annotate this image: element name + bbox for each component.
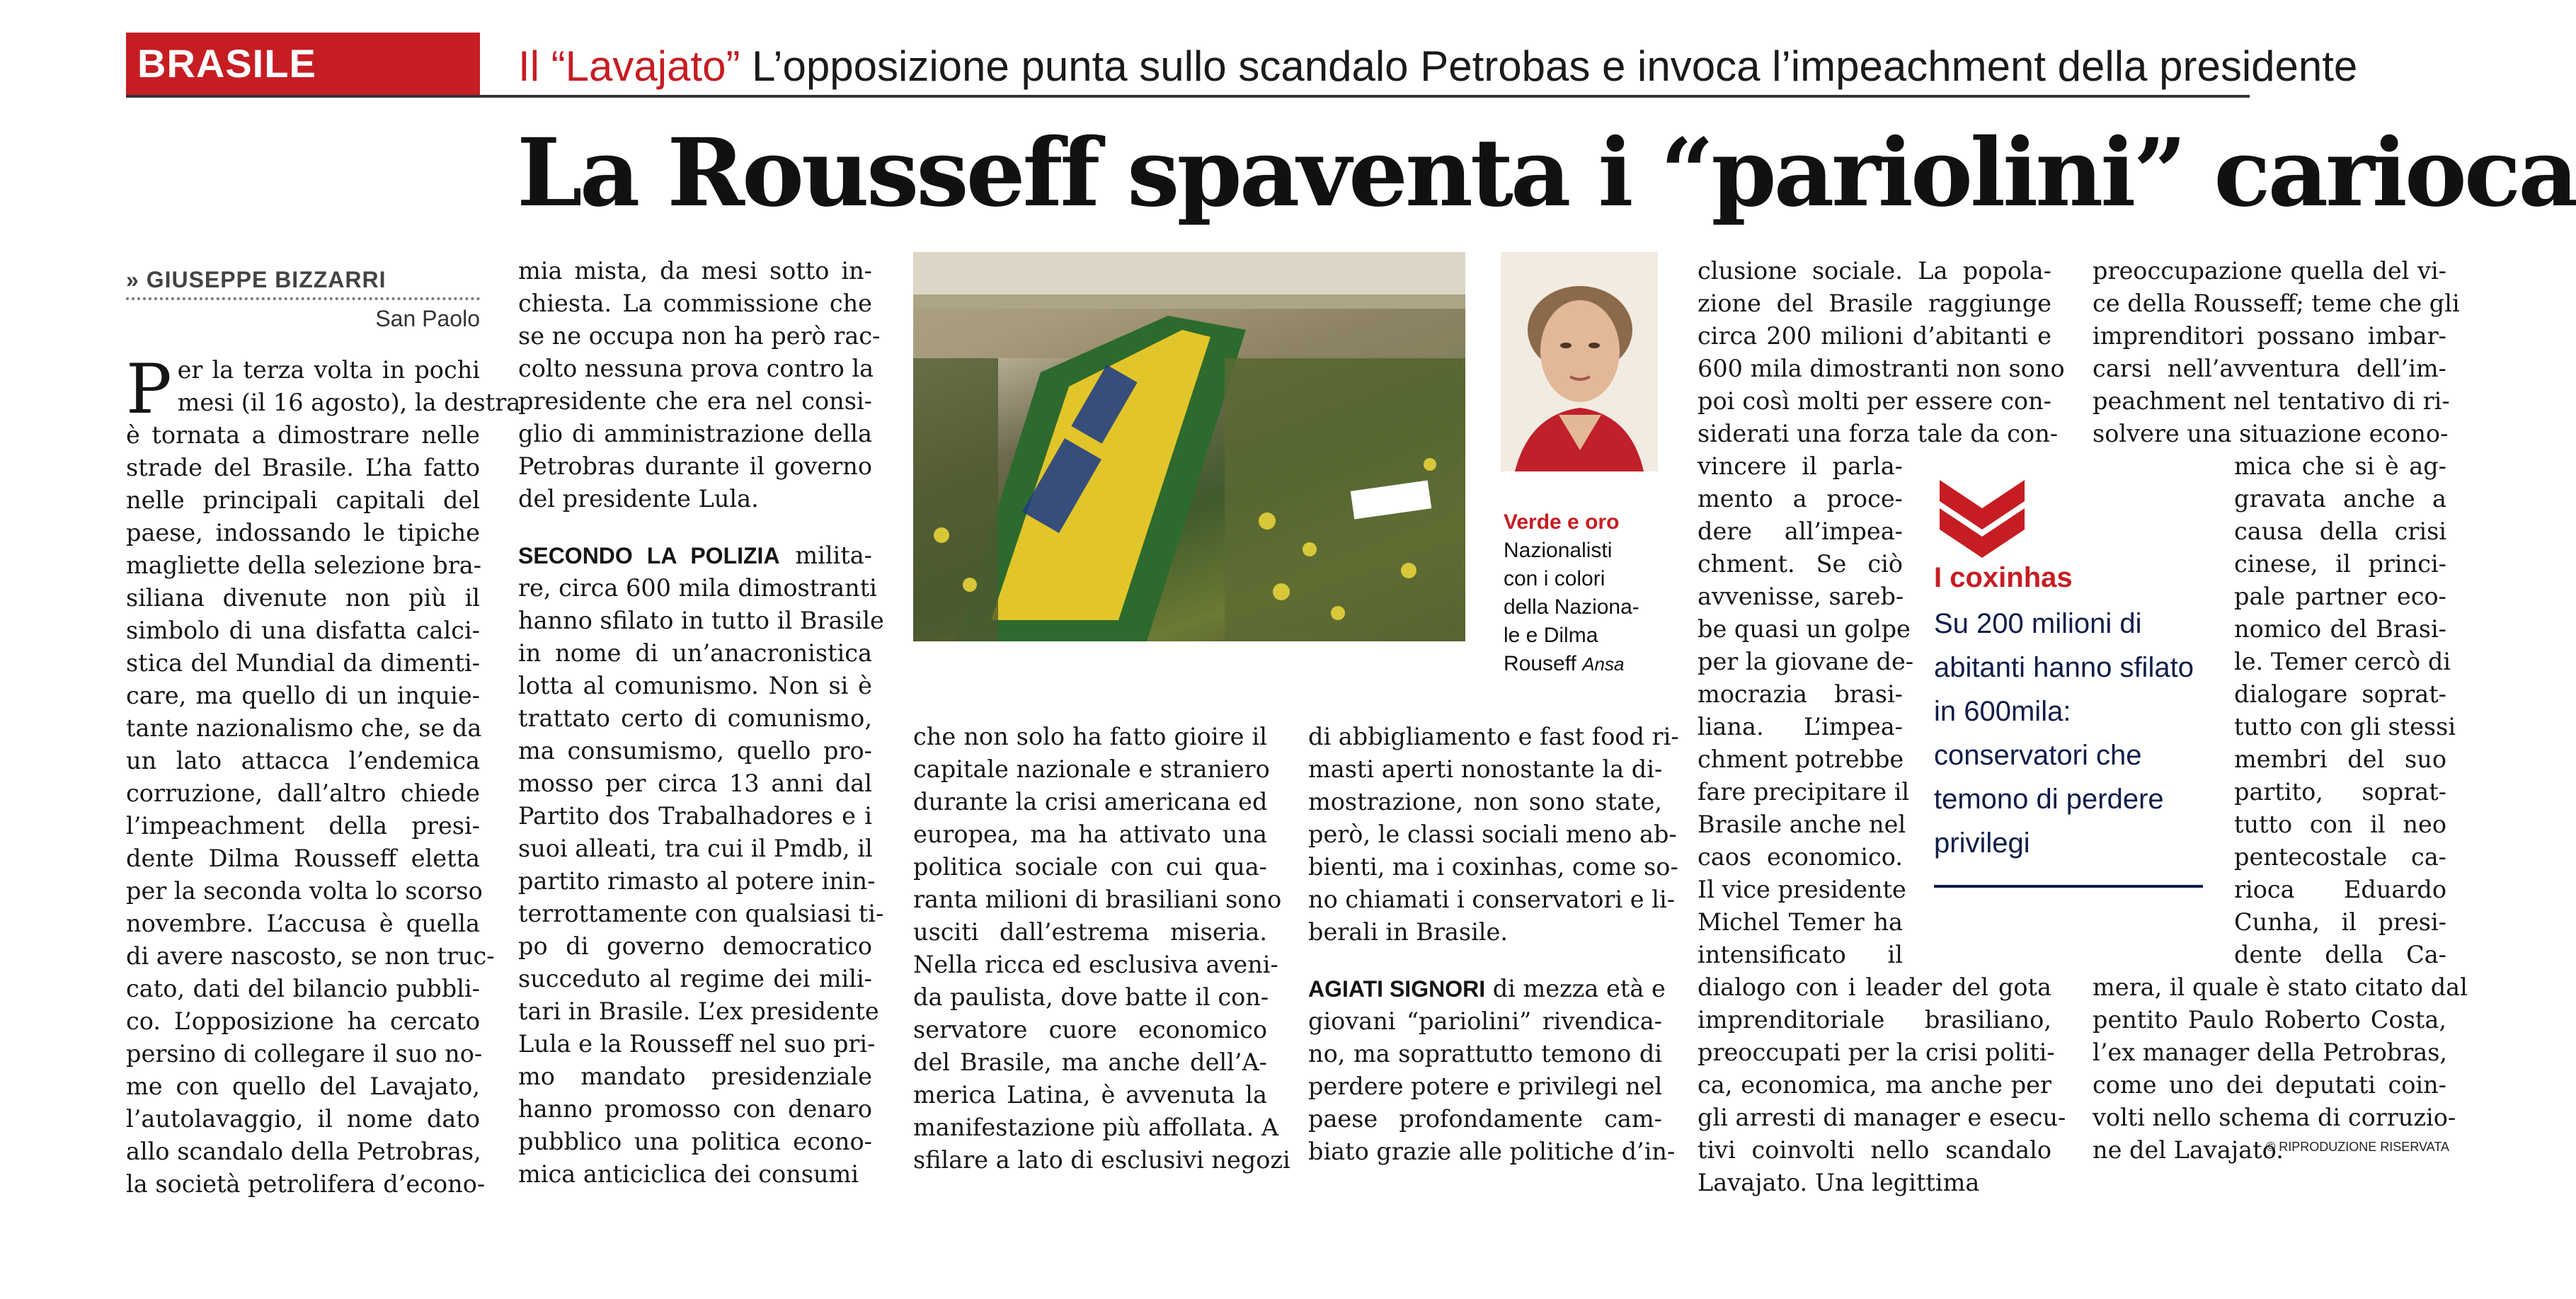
header-rule	[126, 95, 2250, 98]
col2-lead-cont: milita-	[779, 542, 872, 569]
text-line: rioca Eduardo	[2234, 876, 2446, 903]
col2-lead-line	[518, 539, 872, 572]
text-line: succeduto al regime dei mili-	[518, 965, 872, 992]
text-line: l’autolavaggio, il nome dato	[126, 1105, 480, 1133]
text-line: Partito dos Trabalhadores e i	[518, 802, 872, 830]
text-line: Brasile anche nel	[1698, 811, 1906, 838]
text-line: vincere il parla-	[1698, 452, 1903, 480]
text-line: trattato certo di comunismo,	[518, 704, 872, 732]
text-line: l’impeachment della presi-	[126, 812, 480, 840]
text-line: capitale nazionale e straniero	[913, 755, 1270, 783]
caption-line: le e Dilma	[1504, 624, 1598, 647]
paragraph-gap	[518, 515, 872, 539]
text-line: mosso per circa 13 anni dal	[518, 769, 872, 797]
byline-place: San Paolo	[375, 306, 480, 331]
col4a-lines	[1308, 721, 1679, 949]
col2a-lines	[518, 255, 881, 515]
text-line: magliette della selezione bra-	[126, 551, 482, 579]
text-line: ne del Lavajato.	[2093, 1136, 2284, 1164]
text-line: come uno dei deputati coin-	[2093, 1071, 2446, 1099]
text-line: stica del Mundial da dimenti-	[126, 649, 480, 677]
text-line: tutto con gli stessi	[2234, 713, 2456, 740]
text-line: lotta al comunismo. Non si è	[518, 672, 872, 699]
text-line: intensificato il	[1698, 941, 1903, 968]
byline-prefix: »	[126, 267, 139, 292]
protest-photo	[913, 252, 1465, 641]
text-line: mesi (il 16 agosto), la destra	[177, 389, 521, 416]
text-line: causa della crisi	[2234, 517, 2446, 545]
col4-lead: AGIATI SIGNORI	[1308, 976, 1486, 1002]
text-line: è tornata a dimostrare nelle	[126, 421, 480, 449]
text-line: giovani “pariolini” rivendica-	[1308, 1007, 1662, 1035]
col4b-lines	[1308, 1005, 1676, 1168]
text-line: manifestazione più affollata. A	[913, 1114, 1279, 1141]
text-line: volti nello schema di corruzio-	[2093, 1104, 2456, 1131]
text-line: Il vice presidente	[1698, 876, 1906, 903]
text-line: er la terza volta in pochi	[177, 356, 480, 384]
text-line: per la seconda volta lo scorso	[126, 877, 483, 905]
text-line: mo mandato presidenziale	[518, 1063, 872, 1090]
text-line: mento a proce-	[1698, 485, 1903, 513]
text-line: mocrazia brasi-	[1698, 680, 1903, 708]
subhead-lead: Il “Lavajato”	[518, 42, 740, 90]
text-line: gravata anche a	[2234, 485, 2446, 513]
text-line: in nome di un’anacronistica	[518, 639, 872, 667]
text-line: Cunha, il presi-	[2234, 908, 2446, 936]
text-line: carsi nell’avventura dell’im-	[2093, 355, 2446, 382]
text-line: care, ma quello di un inquie-	[126, 682, 480, 709]
section-kicker: BRASILE	[126, 33, 480, 95]
text-line: corruzione, dall’altro chiede	[126, 779, 480, 807]
text-line: per la giovane de-	[1698, 648, 1914, 675]
article-column-1	[126, 350, 521, 1198]
copyright-notice: © RIPRODUZIONE RISERVATA	[2266, 1140, 2449, 1154]
text-line: preoccupazione quella del vi-	[2093, 257, 2446, 285]
text-line: chiesta. La commissione che	[518, 290, 872, 317]
text-line: circa 200 milioni d’abitanti e	[1698, 322, 2051, 350]
col3-lines	[913, 721, 1290, 1177]
text-line: mera, il quale è stato citato dal	[2093, 973, 2468, 1001]
text-line: tivi coinvolti nello scandalo	[1698, 1136, 2051, 1164]
caption-last-text: Rouseff	[1504, 652, 1576, 675]
text-line: che non solo ha fatto gioire il	[913, 723, 1267, 750]
text-line: siderati una forza tale da con-	[1698, 420, 2059, 447]
text-line: ce della Rousseff; teme che gli	[2093, 290, 2460, 317]
text-line: servatore cuore economico	[913, 1016, 1267, 1043]
caption-line: della Naziona-	[1504, 595, 1639, 619]
protest-photo-illustration	[913, 252, 1465, 641]
text-line: masti aperti nonostante la di-	[1308, 755, 1663, 783]
text-line: del Brasile, ma anche dell’A-	[913, 1048, 1267, 1076]
text-line: paese profondamente cam-	[1308, 1105, 1662, 1133]
text-line: chment potrebbe	[1698, 745, 1904, 773]
text-line: suoi alleati, tra cui il Pmdb, il	[518, 835, 873, 862]
col4-lead-cont: di mezza età e	[1485, 975, 1666, 1002]
text-line: durante la crisi americana ed	[913, 788, 1268, 816]
text-line: nomico del Brasi-	[2234, 615, 2446, 643]
col4-lead-line	[1308, 973, 1666, 1005]
text-line: partito rimasto al potere inin-	[518, 867, 876, 895]
chevron-down-icon	[1933, 473, 2032, 558]
text-line: pale partner eco-	[2234, 583, 2446, 610]
text-line: di abbigliamento e fast food ri-	[1308, 723, 1679, 750]
text-line: 600 mila dimostranti non sono	[1698, 355, 2065, 382]
text-line: me con quello del Lavajato,	[126, 1072, 480, 1100]
text-line: dialogare soprat-	[2234, 680, 2446, 708]
text-line: da paulista, dove batte il con-	[913, 983, 1269, 1011]
headline: La Rousseff spaventa i “pariolini” carioca	[517, 118, 2576, 228]
text-line: imprenditori possano imbar-	[2093, 322, 2446, 350]
byline	[126, 262, 480, 300]
text-line: no, ma soprattutto temono di	[1308, 1040, 1662, 1068]
photo-caption	[1504, 508, 1666, 692]
text-line: pentecostale ca-	[2234, 843, 2446, 871]
subhead-text: L’opposizione punta sullo scandalo Petrobas e invoca l’impeachment della presidente	[740, 42, 2358, 90]
col2b-lines	[518, 572, 884, 1191]
text-line: dere all’impea-	[1698, 517, 1903, 545]
text-line: glio di amministrazione della	[518, 420, 872, 447]
text-line: tari in Brasile. L’ex presidente	[518, 997, 879, 1025]
text-line: novembre. L’accusa è quella	[126, 910, 480, 937]
text-line: se ne occupa non ha però rac-	[518, 322, 881, 350]
text-line: biato grazie alle politiche d’in-	[1308, 1138, 1676, 1165]
text-line: pubblico una politica econo-	[518, 1128, 872, 1155]
text-line: clusione sociale. La popola-	[1698, 257, 2051, 285]
text-line: mica anticiclica dei consumi	[518, 1160, 859, 1188]
text-line: ma consumismo, quello pro-	[518, 737, 872, 765]
text-line: simbolo di una disfatta calci-	[126, 617, 480, 644]
text-line: allo scandalo della Petrobras,	[126, 1138, 481, 1165]
article-column-3	[913, 721, 1290, 1174]
rousseff-portrait	[1501, 252, 1658, 471]
text-line: mica che si è ag-	[2234, 452, 2446, 480]
text-line: membri del suo	[2234, 745, 2446, 773]
paragraph-gap	[1308, 949, 1662, 973]
text-line: re, circa 600 mila dimostranti	[518, 574, 877, 602]
text-line: Nella ricca ed esclusiva aveni-	[913, 951, 1278, 978]
text-line: solvere una situazione econo-	[2093, 420, 2449, 447]
text-line: colto nessuna prova contro la	[518, 355, 874, 382]
text-line: liana. L’impea-	[1698, 713, 1903, 740]
text-line: siliana divenute non più il	[126, 584, 480, 612]
text-line: hanno sfilato in tutto il Brasile	[518, 607, 884, 634]
article-column-2	[518, 255, 884, 1188]
text-line: la società petrolifera d’econo-	[126, 1170, 486, 1198]
text-line: cato, dati del bilancio pubbli-	[126, 975, 480, 1002]
text-line: mia mista, da mesi sotto in-	[518, 257, 872, 285]
text-line: bienti, ma i coxinhas, come so-	[1308, 853, 1678, 881]
caption-line: con i colori	[1504, 567, 1605, 590]
text-line: zione del Brasile raggiunge	[1698, 290, 2051, 317]
text-line: be quasi un golpe	[1698, 615, 1911, 643]
text-line: dente Dilma Rousseff eletta	[126, 845, 480, 872]
caption-line: Nazionalisti	[1504, 539, 1613, 562]
text-line: merica Latina, è avvenuta la	[913, 1081, 1267, 1109]
text-line: del presidente Lula.	[518, 485, 759, 513]
subheadline	[518, 38, 2358, 95]
pullquote-text: Su 200 milioni di abitanti hanno sfilato in 600mila: conservatori che temono di perdere privilegi	[1934, 602, 2203, 888]
text-line: però, le classi sociali meno ab-	[1308, 820, 1677, 848]
text-line: strade del Brasile. L’ha fatto	[126, 454, 480, 481]
text-line: fare precipitare il	[1698, 778, 1910, 806]
caption-title: Verde e oro	[1504, 510, 1620, 534]
text-line: terrottamente con qualsiasi ti-	[518, 900, 884, 927]
portrait-illustration	[1501, 252, 1658, 471]
text-line: tante nazionalismo che, se da	[126, 714, 482, 742]
text-line: sfilare a lato di esclusivi negozi	[913, 1146, 1290, 1174]
text-line: ca, economica, ma anche per	[1698, 1071, 2051, 1099]
text-line: avvenisse, sareb-	[1698, 583, 1904, 610]
text-line: caos economico.	[1698, 843, 1903, 871]
text-line: peachment nel tentativo di ri-	[2093, 387, 2450, 415]
text-line: no chiamati i conservatori e li-	[1308, 886, 1676, 913]
pullquote-title: I coxinhas	[1934, 562, 2073, 593]
text-line: Petrobras durante il governo	[518, 452, 872, 480]
text-line: preoccupati per la crisi politi-	[1698, 1038, 2055, 1066]
text-line: poi così molti per essere con-	[1698, 387, 2051, 415]
text-line: mostrazione, non sono state,	[1308, 788, 1662, 816]
text-line: dialogo con i leader del gota	[1698, 973, 2051, 1001]
text-line: hanno promosso con denaro	[518, 1095, 872, 1123]
text-line: usciti dall’estrema miseria.	[913, 918, 1267, 946]
text-line: pentito Paulo Roberto Costa,	[2093, 1006, 2446, 1034]
text-line: presidente che era nel consi-	[518, 387, 872, 415]
text-line: europea, ma ha attivato una	[913, 820, 1267, 848]
text-line: di avere nascosto, se non truc-	[126, 942, 495, 970]
text-line: berali in Brasile.	[1308, 918, 1508, 946]
article-column-4	[1308, 721, 1679, 1165]
col1-lines	[126, 350, 521, 1201]
text-line: politica sociale con cui qua-	[913, 853, 1267, 881]
text-line: po di governo democratico	[518, 932, 872, 960]
text-line: perdere potere e privilegi nel	[1308, 1072, 1663, 1100]
text-line: un lato attacca l’endemica	[126, 747, 480, 774]
drop-cap: P	[126, 350, 172, 429]
text-line: tutto con il neo	[2234, 811, 2446, 838]
text-line: nelle principali capitali del	[126, 486, 480, 514]
col2-lead: SECONDO LA POLIZIA	[518, 543, 780, 568]
text-line: ranta milioni di brasiliani sono	[913, 886, 1282, 913]
text-line: dente della Ca-	[2234, 941, 2446, 968]
text-line: Lavajato. Una legittima	[1698, 1169, 1980, 1196]
text-line: Lula e la Rousseff nel suo pri-	[518, 1030, 876, 1058]
caption-credit: Ansa	[1582, 653, 1625, 675]
byline-author: GIUSEPPE BIZZARRI	[146, 267, 387, 292]
text-line: imprenditoriale brasiliano,	[1698, 1006, 2051, 1034]
text-line: co. L’opposizione ha cercato	[126, 1007, 480, 1035]
caption-last	[1504, 650, 1666, 678]
text-line: persino di collegare il suo no-	[126, 1040, 483, 1068]
text-line: gli arresti di manager e esecu-	[1698, 1104, 2066, 1131]
text-line: le. Temer cercò di	[2234, 648, 2451, 675]
text-line: cinese, il princi-	[2234, 550, 2446, 578]
text-line: chment. Se ciò	[1698, 550, 1903, 578]
text-line: paese, indossando le tipiche	[126, 519, 480, 547]
text-line: Michel Temer ha	[1698, 908, 1903, 936]
text-line: partito, soprat-	[2234, 778, 2446, 806]
text-line: l’ex manager della Petrobras,	[2093, 1038, 2448, 1066]
